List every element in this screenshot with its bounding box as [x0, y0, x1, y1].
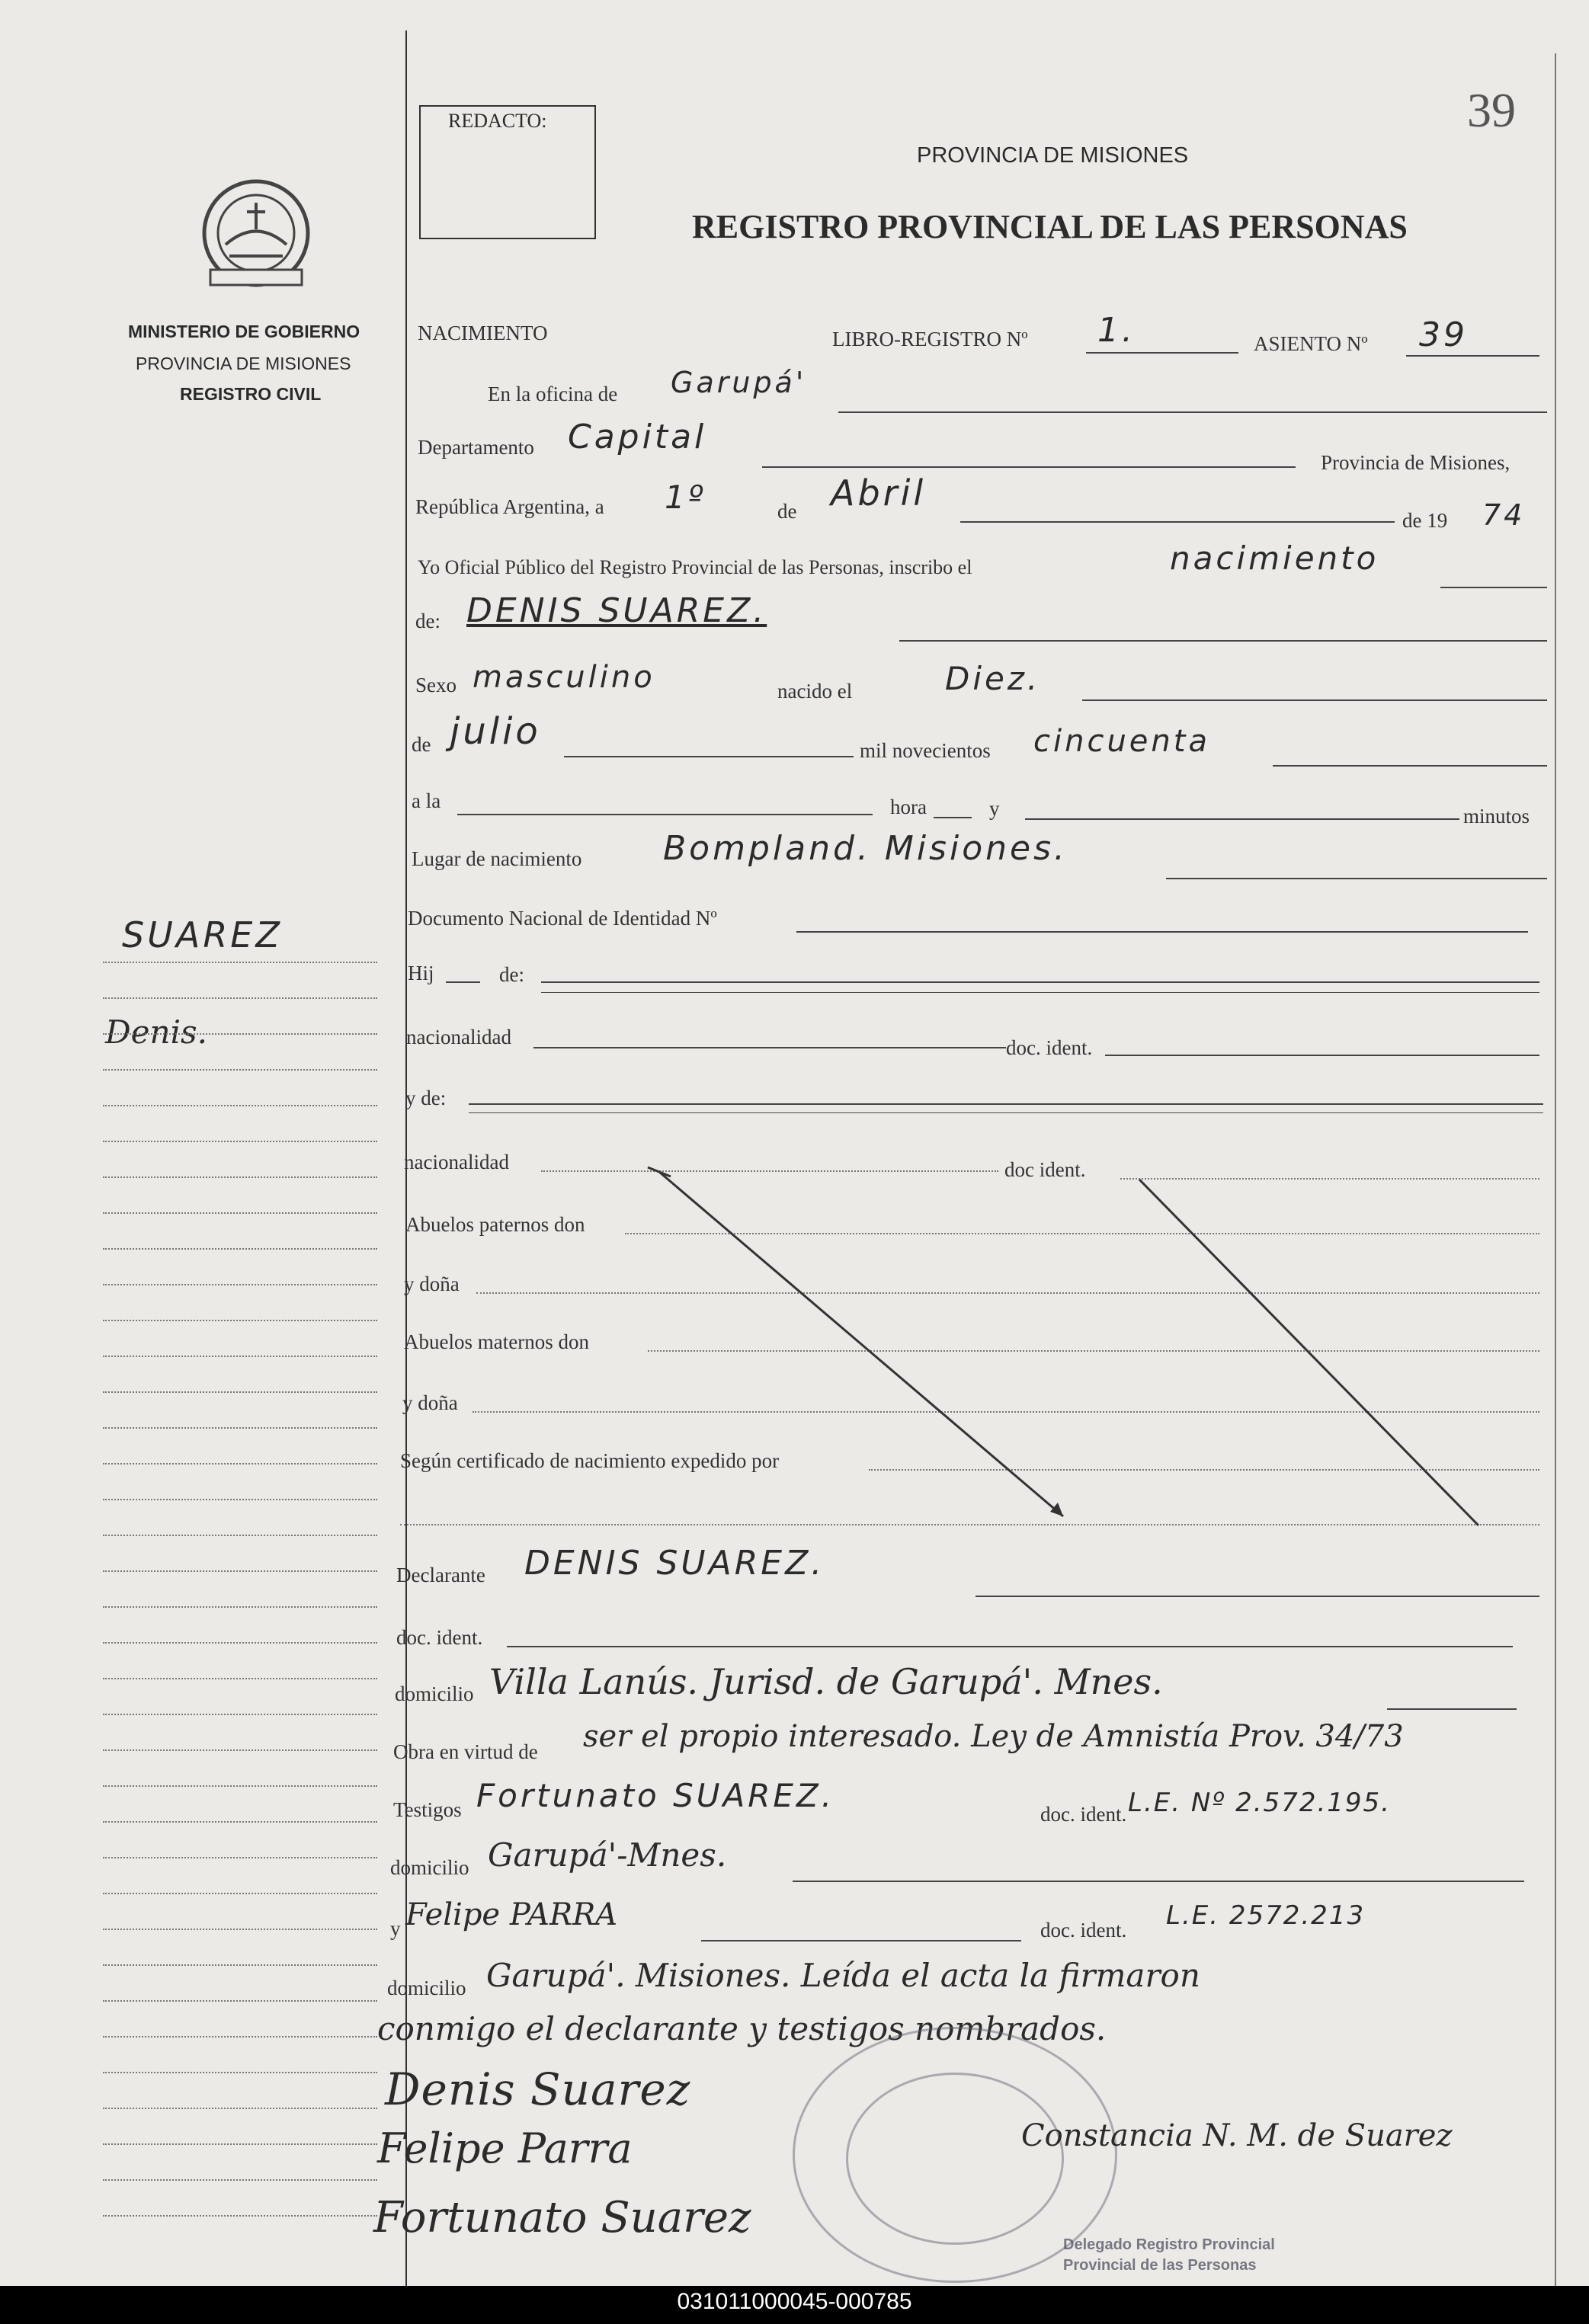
domicilio3-label: domicilio [387, 1977, 466, 1999]
redacto-label: REDACTO: [448, 110, 547, 132]
obra-value: ser el propio interesado. Ley de Amnistía Prov. 34/73 [583, 1719, 1404, 1754]
domicilio-line [1387, 1708, 1517, 1710]
declarante-line [976, 1596, 1539, 1597]
signature-felipe: Felipe Parra [377, 2124, 633, 2172]
header-province: PROVINCIA DE MISIONES [917, 143, 1189, 168]
signature-fortunato: Fortunato Suarez [373, 2193, 751, 2242]
nacimiento-label: NACIMIENTO [418, 322, 548, 344]
y-dona2-label: y doña [402, 1391, 458, 1414]
ala-label: a la [412, 789, 441, 812]
docident-line [507, 1646, 1513, 1647]
testigo1-doc-value: L.E. Nº 2.572.195. [1128, 1788, 1391, 1818]
y-label: y [989, 797, 1000, 820]
dia-value: 1º [665, 479, 706, 516]
ministry-label: MINISTERIO DE GOBIERNO [128, 322, 360, 341]
province-label: PROVINCIA DE MISIONES [136, 354, 351, 373]
registro-civil-label: REGISTRO CIVIL [180, 384, 322, 404]
docident-label: doc. ident. [396, 1626, 483, 1649]
hora-label: hora [890, 795, 927, 818]
oficial-value: nacimiento [1170, 539, 1379, 577]
segun-label: Según certificado de nacimiento expedido por [400, 1449, 780, 1472]
nacionalidad2-label: nacionalidad [404, 1151, 509, 1173]
domicilio2-label: domicilio [390, 1856, 469, 1879]
republica-label: República Argentina, a [415, 495, 604, 518]
de19-label: de 19 [1402, 509, 1448, 532]
declarante-value: DENIS SUAREZ. [524, 1544, 825, 1583]
domicilio3-value: Garupá'. Misiones. Leída el acta la firmaron [486, 1957, 1200, 1994]
official-stamp-inner [846, 2073, 1064, 2245]
nombre-value: DENIS SUAREZ. [466, 591, 767, 630]
oficina-label: En la oficina de [488, 383, 618, 405]
testigo1-doc-label: doc. ident. [1040, 1803, 1127, 1826]
oficial-label: Yo Oficial Público del Registro Provincial de las Personas, inscribo el [418, 556, 972, 578]
anio-value: 74 [1482, 498, 1526, 532]
abuelos-paternos-label: Abuelos paternos don [405, 1213, 585, 1236]
yde-label: y de: [405, 1087, 447, 1109]
header-registry: REGISTRO PROVINCIAL DE LAS PERSONAS [692, 208, 1408, 245]
asiento-label: ASIENTO Nº [1254, 332, 1368, 355]
dni-label: Documento Nacional de Identidad Nº [408, 907, 717, 930]
signature-official: Constancia N. M. de Suarez [1021, 2118, 1453, 2153]
page-number: 39 [1467, 83, 1516, 137]
libro-label: LIBRO-REGISTRO Nº [832, 328, 1028, 351]
stamp-line2: Provincial de las Personas [1063, 2257, 1257, 2274]
minutos-label: minutos [1463, 805, 1530, 827]
mil-label: mil novecientos [860, 739, 991, 762]
y2-label: y [390, 1917, 401, 1940]
libro-value: 1. [1097, 311, 1136, 350]
anio-nac-value: cincuenta [1033, 724, 1210, 759]
departamento-label: Departamento [418, 436, 534, 459]
footer-id: 031011000045-000785 [677, 2289, 912, 2314]
departamento-value: Capital [568, 418, 707, 456]
testigo2-value: Felipe PARRA [405, 1897, 618, 1932]
nacido-label: nacido el [777, 680, 853, 703]
de-mes-label: de [412, 733, 431, 756]
stamp-line1: Delegado Registro Provincial [1063, 2236, 1275, 2253]
mes-value: Abril [831, 472, 927, 514]
declarante-label: Declarante [396, 1564, 485, 1586]
obra-label: Obra en virtud de [393, 1740, 538, 1763]
de-label: de [777, 500, 797, 523]
domicilio2-line [793, 1881, 1524, 1882]
mes-nac-value: julio [450, 710, 541, 753]
testigo1-value: Fortunato SUAREZ. [476, 1777, 835, 1814]
cierre-value: conmigo el declarante y testigos nombrados. [377, 2010, 1107, 2047]
testigo2-doc-label: doc. ident. [1040, 1919, 1127, 1941]
hij-label: Hij [408, 962, 434, 984]
domicilio-label: domicilio [395, 1682, 474, 1705]
provincia-label: Provincia de Misiones, [1321, 451, 1511, 474]
signature-denis: Denis Suarez [385, 2063, 691, 2115]
margin-given-name: Denis. [105, 1013, 207, 1051]
testigo2-doc-value: L.E. 2572.213 [1166, 1900, 1366, 1931]
sexo-value: masculino [473, 660, 655, 695]
y-dona1-label: y doña [404, 1272, 460, 1295]
doc2-label: doc ident. [1004, 1158, 1086, 1181]
testigo2-line [701, 1940, 1021, 1941]
nacido-value: Diez. [945, 660, 1041, 697]
domicilio2-value: Garupá'-Mnes. [488, 1836, 727, 1874]
lugar-label: Lugar de nacimiento [412, 847, 582, 870]
abuelos-maternos-label: Abuelos maternos don [404, 1330, 589, 1353]
de-name-label: de: [415, 610, 440, 632]
hij-de-label: de: [499, 963, 524, 986]
lugar-value: Bompland. Misiones. [663, 829, 1068, 868]
domicilio-value: Villa Lanús. Jurisd. de Garupá'. Mnes. [489, 1661, 1163, 1702]
asiento-value: 39 [1419, 315, 1468, 354]
margin-surname: SUAREZ [122, 914, 283, 956]
oficina-value: Garupá' [671, 366, 807, 399]
nacionalidad1-label: nacionalidad [406, 1026, 511, 1048]
testigos-label: Testigos [393, 1798, 462, 1821]
sexo-label: Sexo [415, 674, 457, 696]
doc1-label: doc. ident. [1006, 1036, 1093, 1059]
